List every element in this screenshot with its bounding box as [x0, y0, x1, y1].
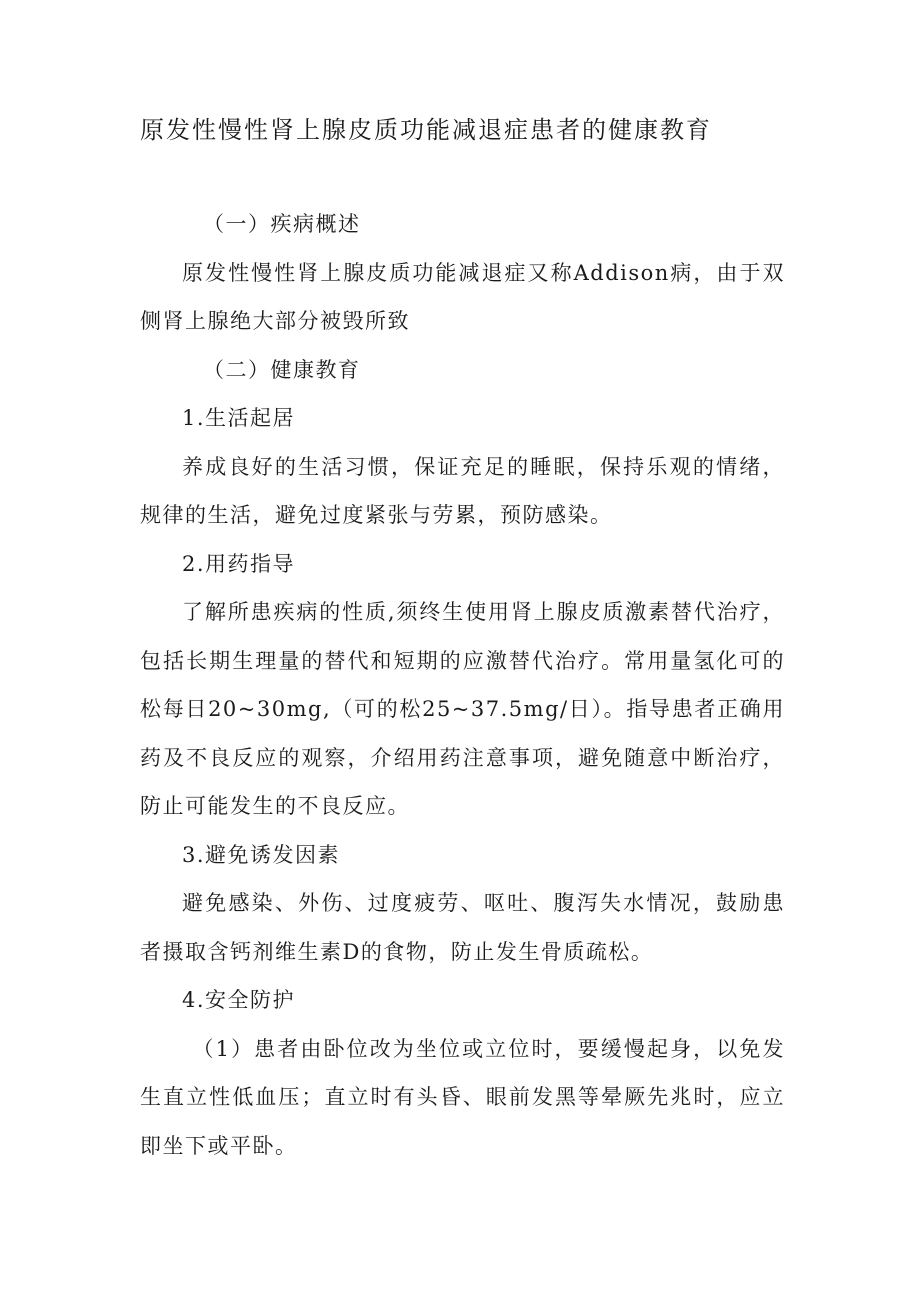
subheading-safety: 4.安全防护 — [182, 988, 296, 1012]
document-title: 原发性慢性肾上腺皮质功能减退症患者的健康教育 — [140, 116, 712, 144]
section-heading-overview: （一）疾病概述 — [203, 212, 361, 236]
paragraph-daily-life: 养成良好的生活习惯，保证充足的睡眠，保持乐观的情绪，规律的生活，避免过度紧张与劳累，预防感染。 — [140, 454, 785, 527]
section-heading-health-education: （二）健康教育 — [203, 357, 361, 382]
subheading-daily-life: 1.生活起居 — [182, 406, 296, 430]
paragraph-triggers: 避免感染、外伤、过度疲劳、呕吐、腹泻失水情况，鼓励患者摄取含钙剂维生素D的食物，防止发生骨质疏松。 — [140, 891, 785, 964]
subheading-medication: 2.用药指导 — [182, 551, 296, 576]
paragraph-overview: 原发性慢性肾上腺皮质功能减退症又称Addison病，由于双侧肾上腺绝大部分被毁所致 — [140, 260, 785, 333]
document-body — [140, 200, 785, 1170]
paragraph-safety-1: （1）患者由卧位改为坐位或立位时，要缓慢起身，以免发生直立性低血压；直立时有头昏、眼前发黑等晕厥先兆时，应立即坐下或平卧。 — [140, 1036, 785, 1158]
subheading-triggers: 3.避免诱发因素 — [182, 842, 341, 867]
paragraph-medication: 了解所患疾病的性质,须终生使用肾上腺皮质激素替代治疗，包括长期生理量的替代和短期的应激替代治疗。常用量氢化可的松每日20~30mg,（可的松25~37.5mg/日）。指导患者正确用药及不良反应的观察，介绍用药注意事项，避免随意中断治疗，防止可能发生的不良反应。 — [140, 600, 785, 818]
